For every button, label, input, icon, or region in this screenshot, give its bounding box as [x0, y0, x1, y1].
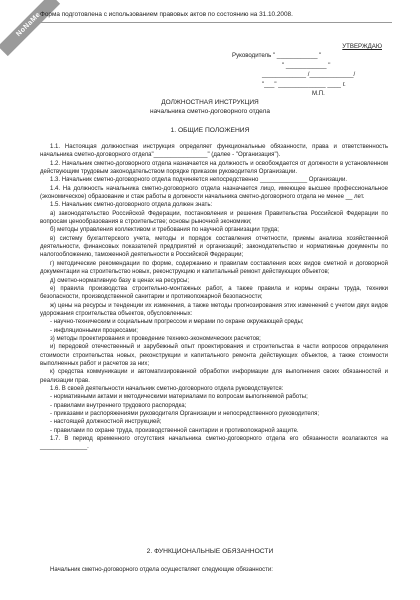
paragraph: - правилами по охране труда, производственной санитарии и противопожарной защите. [50, 427, 299, 434]
paragraph: в) систему бухгалтерского учета, методы и порядок составления отчетности, приемы анализа хозяйственной деятельности, финансовых показателей предприятий и организаций; законодательство и нормативные документы по налогообложению, таможенной деятельности в Российской Федерации; [40, 235, 388, 259]
doc-title: ДОЛЖНОСТНАЯ ИНСТРУКЦИЯ [161, 99, 259, 106]
paragraph: - настоящей должностной инструкцией; [50, 419, 162, 426]
paragraph: Начальник сметно-договорного отдела осуществляет следующие обязанности: [50, 567, 273, 573]
paragraph: е) правила производства строительно-монтажных работ, а также правила и нормы охраны труда, техники безопасности, производственной санитарии и противопожарной безопасности; [40, 285, 388, 301]
paragraph: - нормативными актами и методическими материалами по вопросам выполняемой работы; [50, 394, 308, 401]
paragraph: д) сметно-нормативную базу в ценах на ресурсы; [50, 277, 190, 284]
form-note: Форма подготовлена с использованием правовых актов по состоянию на 31.10.2008. [40, 11, 293, 18]
paragraph: ж) цены на ресурсы и тенденции их изменения, а также методы прогнозирования этих изменений с учетом двух видов удорожания строительства объектов, обусловленных: [40, 302, 388, 317]
section-heading: 1. ОБЩИЕ ПОЛОЖЕНИЯ [170, 127, 250, 134]
paragraph: а) законодательство Российской Федерации, постановления и решения Правительства Российской Федерации по вопросам ценообразования в строительстве; основы рыночной экономики; [40, 210, 388, 226]
section-heading: 2. ФУНКЦИОНАЛЬНЫЕ ОБЯЗАННОСТИ [146, 548, 274, 555]
paragraph: - инфляционными процессами; [50, 327, 138, 334]
paragraph: - правилами внутреннего трудового распорядка; [50, 402, 187, 409]
paragraph: з) методы проектирования и проведение технико-экономических расчетов; [50, 335, 261, 342]
paragraph: и) передовой отечественный и зарубежный опыт проектирования и строительства в части вопросов определения стоимости строительства новых, реконструкции и капитального ремонта действующих объектов, а также стоимости выполненных работ и расчетов за них; [40, 344, 388, 367]
approval-title: УТВЕРЖДАЮ [342, 43, 382, 50]
paragraph: г) методические рекомендации по форме, содержанию и правилам составления всех видов сметной и договорной документации на строительство новых, реконструкцию и капитальный ремонт действующих объектов; [40, 260, 388, 276]
approval-line: " ____________ " [282, 61, 331, 69]
paragraph: 1.2. Начальник сметно-договорного отдела назначается на должность и освобождается от должности в установленном действующим трудовым законодательством порядке приказом руководителя Организации. [40, 160, 388, 176]
doc-subtitle: начальника сметно-договорного отдела [150, 108, 270, 115]
paragraph: 1.4. На должность начальника сметно-договорного отдела назначается лицо, имеющее высшее профессиональное (экономическое) образование и стаж работы в должности начальника сметно-договорного отдела не менее __ лет. [40, 185, 388, 201]
paragraph: 1.7. В период временного отсутствия начальника сметно-договорного отдела его обязанности возлагаются на ______________. [40, 436, 388, 451]
paragraph: - приказами и распоряжениями руководителя Организации и непосредственного руководителя; [50, 411, 320, 417]
section-1-body [40, 143, 388, 452]
paragraph: 1.6. В своей деятельности начальник сметно-договорного отдела руководствуется: [50, 385, 284, 392]
section-2-body [40, 566, 388, 574]
paragraph: к) средства коммуникации и автоматизированной обработки информации для выполнения своих обязанностей и реализации прав. [40, 369, 388, 384]
approval-line: Руководитель " ____________ " [232, 52, 322, 60]
paragraph: - научно-техническим и социальным прогрессом и мерами по охране окружающей среды; [50, 319, 304, 326]
paragraph: б) методы управления коллективом и требования по научной организации труда; [50, 227, 279, 234]
paragraph: 1.5. Начальник сметно-договорного отдела должен знать: [50, 202, 213, 209]
approval-line: "___" ______________ ____ г. [262, 80, 346, 88]
approval-line: _____________ /_____________/ [262, 71, 356, 79]
watermark-badge: NoNaMe [0, 0, 60, 56]
stamp-place: М.П. [312, 90, 325, 98]
approval-block [232, 42, 382, 98]
paragraph: 1.1. Настоящая должностная инструкция определяет функциональные обязанности, права и ответственность начальника сметно-договорного отдела"________________" (далее - "Организация"). [40, 144, 388, 159]
paragraph: 1.3. Начальник сметно-договорного отдела подчиняется непосредственно ______________ Организации. [50, 177, 348, 184]
header-divider [38, 22, 392, 23]
